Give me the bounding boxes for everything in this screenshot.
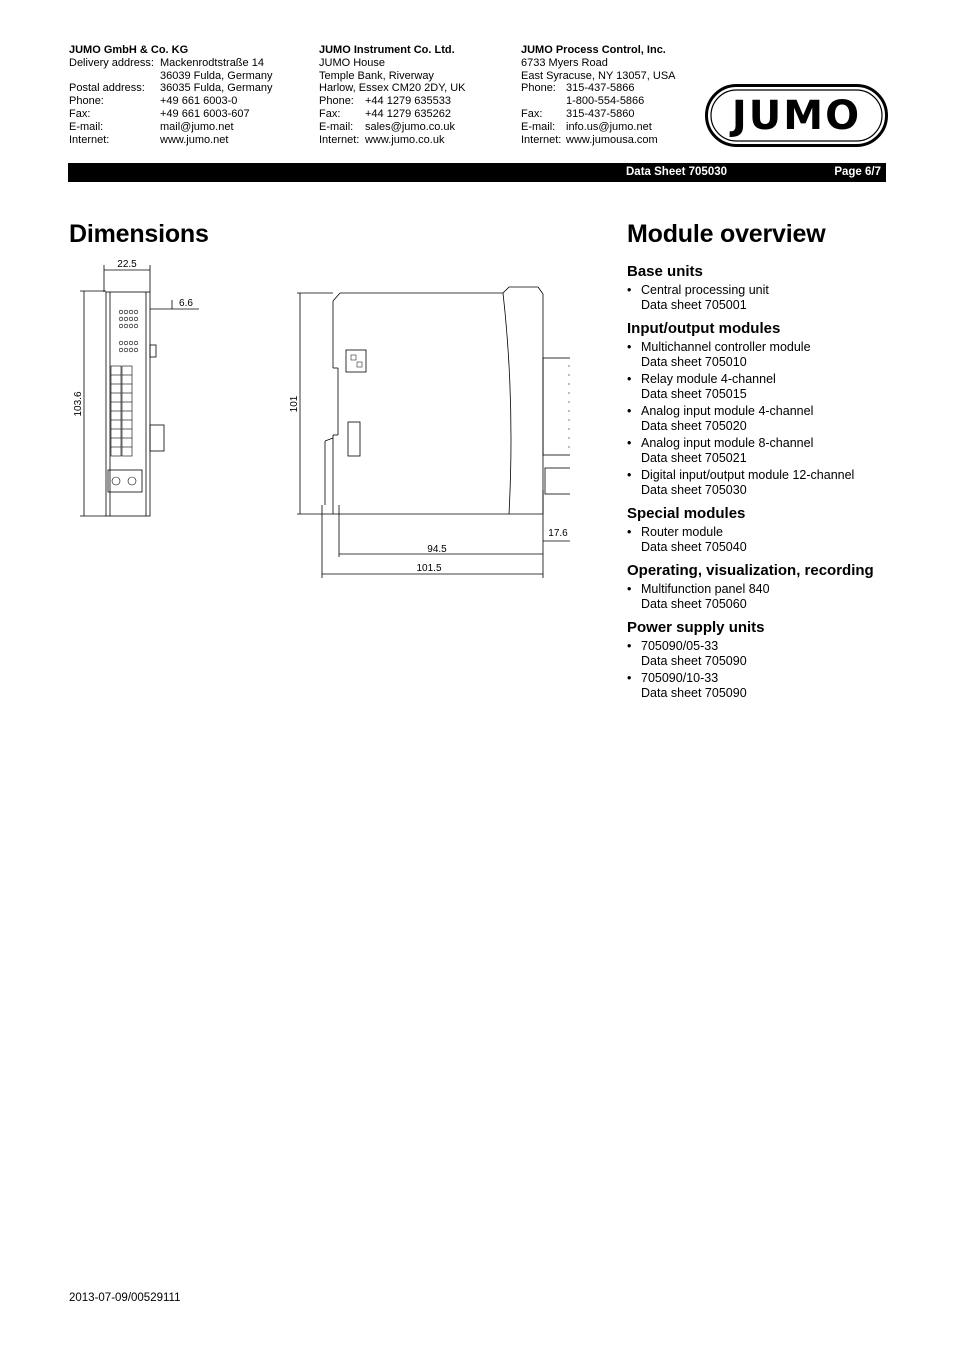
bullet-icon: • [627, 468, 632, 482]
bullet-icon: • [627, 283, 632, 297]
address-row-label [521, 95, 566, 108]
module-section-heading: Base units [627, 263, 703, 280]
company-name: JUMO Process Control, Inc. [521, 44, 666, 56]
module-overview-title: Module overview [627, 220, 826, 248]
bullet-icon: • [627, 404, 632, 418]
address-row-value: 36039 Fulda, Germany [160, 69, 273, 82]
address-row-label: Internet: [69, 133, 110, 146]
module-list-item [627, 340, 927, 369]
module-datasheet-ref: Data sheet 705020 [641, 418, 747, 433]
module-name: Digital input/output module 12-channel [641, 468, 855, 482]
address-row [521, 82, 676, 95]
module-name: Analog input module 4-channel [641, 404, 814, 418]
module-overview-list [627, 264, 927, 709]
address-row [521, 121, 676, 134]
address-row-value: www.jumo.net [160, 133, 229, 146]
module-name: 705090/10-33 [641, 671, 719, 685]
address-row [69, 82, 273, 95]
address-row [319, 108, 466, 121]
dim-label-offset-front: 6.6 [179, 298, 193, 309]
address-row-label: Postal address: [69, 82, 145, 95]
module-datasheet-ref: Data sheet 705040 [641, 539, 747, 554]
address-line: Temple Bank, Riverway [319, 69, 434, 82]
jumo-logo [705, 84, 888, 147]
dimensions-title: Dimensions [69, 220, 209, 248]
module-list-item [627, 436, 927, 465]
module-section [627, 620, 927, 700]
module-list-item [627, 283, 927, 312]
module-section [627, 264, 927, 312]
address-row-label: E-mail: [521, 120, 556, 133]
address-row [69, 108, 273, 121]
address-row-value: 1-800-554-5866 [566, 95, 645, 108]
address-row [69, 95, 273, 108]
module-list [627, 525, 927, 554]
module-list-item [627, 671, 927, 700]
module-list-item [627, 639, 927, 668]
address-row-value: www.jumo.co.uk [365, 133, 445, 146]
address-block-germany [69, 44, 273, 146]
address-row-label: Internet: [521, 133, 562, 146]
address-row-value: info.us@jumo.net [566, 120, 652, 133]
module-section-heading: Special modules [627, 505, 746, 522]
dim-label-height-side: 101 [289, 395, 300, 413]
address-row [521, 95, 676, 108]
address-row [69, 70, 273, 83]
address-block-uk [319, 44, 466, 146]
header-bar [68, 163, 886, 182]
dim-label-depth-inner: 94.5 [427, 544, 447, 555]
address-row-value: +44 1279 635262 [365, 107, 451, 120]
company-name: JUMO GmbH & Co. KG [69, 44, 189, 56]
module-name: Multichannel controller module [641, 340, 811, 354]
bullet-icon: • [627, 525, 632, 539]
module-name: Multifunction panel 840 [641, 582, 770, 596]
module-section-heading: Power supply units [627, 619, 765, 636]
dim-label-protrusion: 17.6 [548, 528, 568, 539]
footer-document-code: 2013-07-09/00529111 [69, 1292, 181, 1304]
module-datasheet-ref: Data sheet 705090 [641, 685, 747, 700]
address-row-value: 315-437-5860 [566, 107, 635, 120]
module-list [627, 283, 927, 312]
address-line: Harlow, Essex CM20 2DY, UK [319, 82, 466, 95]
module-name: Router module [641, 525, 723, 539]
module-list-item [627, 372, 927, 401]
module-list-item [627, 582, 927, 611]
module-section-heading: Input/output modules [627, 320, 781, 337]
module-name: Relay module 4-channel [641, 372, 776, 386]
address-row-label: Phone: [521, 82, 556, 95]
address-row-label: Delivery address: [69, 56, 154, 69]
module-datasheet-ref: Data sheet 705021 [641, 450, 747, 465]
address-row-label: E-mail: [319, 120, 354, 133]
bullet-icon: • [627, 582, 632, 596]
dim-label-depth-total: 101.5 [416, 563, 442, 574]
address-line: 6733 Myers Road [521, 56, 608, 69]
dimension-drawing [70, 255, 570, 585]
address-row-label [69, 70, 160, 83]
module-name: Central processing unit [641, 283, 769, 297]
logo-text: JUMO [731, 93, 862, 139]
module-datasheet-ref: Data sheet 705030 [641, 482, 747, 497]
address-row [319, 95, 466, 108]
address-row-label: Phone: [69, 95, 104, 108]
address-row-value: Mackenrodtstraße 14 [160, 56, 264, 69]
dim-label-width-front: 22.5 [117, 259, 137, 270]
module-datasheet-ref: Data sheet 705001 [641, 297, 747, 312]
page-number: Page 6/7 [834, 166, 881, 178]
module-datasheet-ref: Data sheet 705060 [641, 596, 747, 611]
module-list-item [627, 468, 927, 497]
dim-label-height-front: 103.6 [73, 391, 84, 417]
module-list-item [627, 525, 927, 554]
module-datasheet-ref: Data sheet 705015 [641, 386, 747, 401]
module-list [627, 639, 927, 700]
address-row-label: Fax: [319, 107, 341, 120]
address-row-label: Phone: [319, 95, 354, 108]
module-section [627, 321, 927, 497]
address-row-value: +49 661 6003-607 [160, 107, 250, 120]
address-row [521, 108, 676, 121]
bullet-icon: • [627, 436, 632, 450]
bullet-icon: • [627, 340, 632, 354]
module-section [627, 563, 927, 611]
datasheet-number: Data Sheet 705030 [626, 166, 728, 178]
module-name: 705090/05-33 [641, 639, 719, 653]
module-list [627, 582, 927, 611]
module-list [627, 340, 927, 497]
address-row [69, 121, 273, 134]
module-list-item [627, 404, 927, 433]
address-row-label: Fax: [69, 107, 91, 120]
address-row-label: Fax: [521, 107, 543, 120]
address-block-usa [521, 44, 676, 146]
module-datasheet-ref: Data sheet 705010 [641, 354, 747, 369]
address-row [319, 134, 466, 147]
bullet-icon: • [627, 372, 632, 386]
address-row-value: +49 661 6003-0 [160, 95, 238, 108]
address-row-value: mail@jumo.net [160, 120, 234, 133]
address-row [69, 134, 273, 147]
address-row [319, 121, 466, 134]
module-section-heading: Operating, visualization, recording [627, 562, 874, 579]
address-row [521, 134, 676, 147]
address-row-value: +44 1279 635533 [365, 95, 451, 108]
address-row-value: 315-437-5866 [566, 82, 635, 95]
address-row-value: sales@jumo.co.uk [365, 120, 456, 133]
company-name: JUMO Instrument Co. Ltd. [319, 44, 455, 56]
address-row-label: Internet: [319, 133, 360, 146]
address-row-value: www.jumousa.com [566, 133, 658, 146]
module-datasheet-ref: Data sheet 705090 [641, 653, 747, 668]
bullet-icon: • [627, 671, 632, 685]
address-line: JUMO House [319, 56, 386, 69]
bullet-icon: • [627, 639, 632, 653]
address-row-value: 36035 Fulda, Germany [160, 82, 273, 95]
module-section [627, 506, 927, 554]
address-row-label: E-mail: [69, 120, 104, 133]
address-line: East Syracuse, NY 13057, USA [521, 69, 676, 82]
address-row [69, 57, 273, 70]
module-name: Analog input module 8-channel [641, 436, 814, 450]
